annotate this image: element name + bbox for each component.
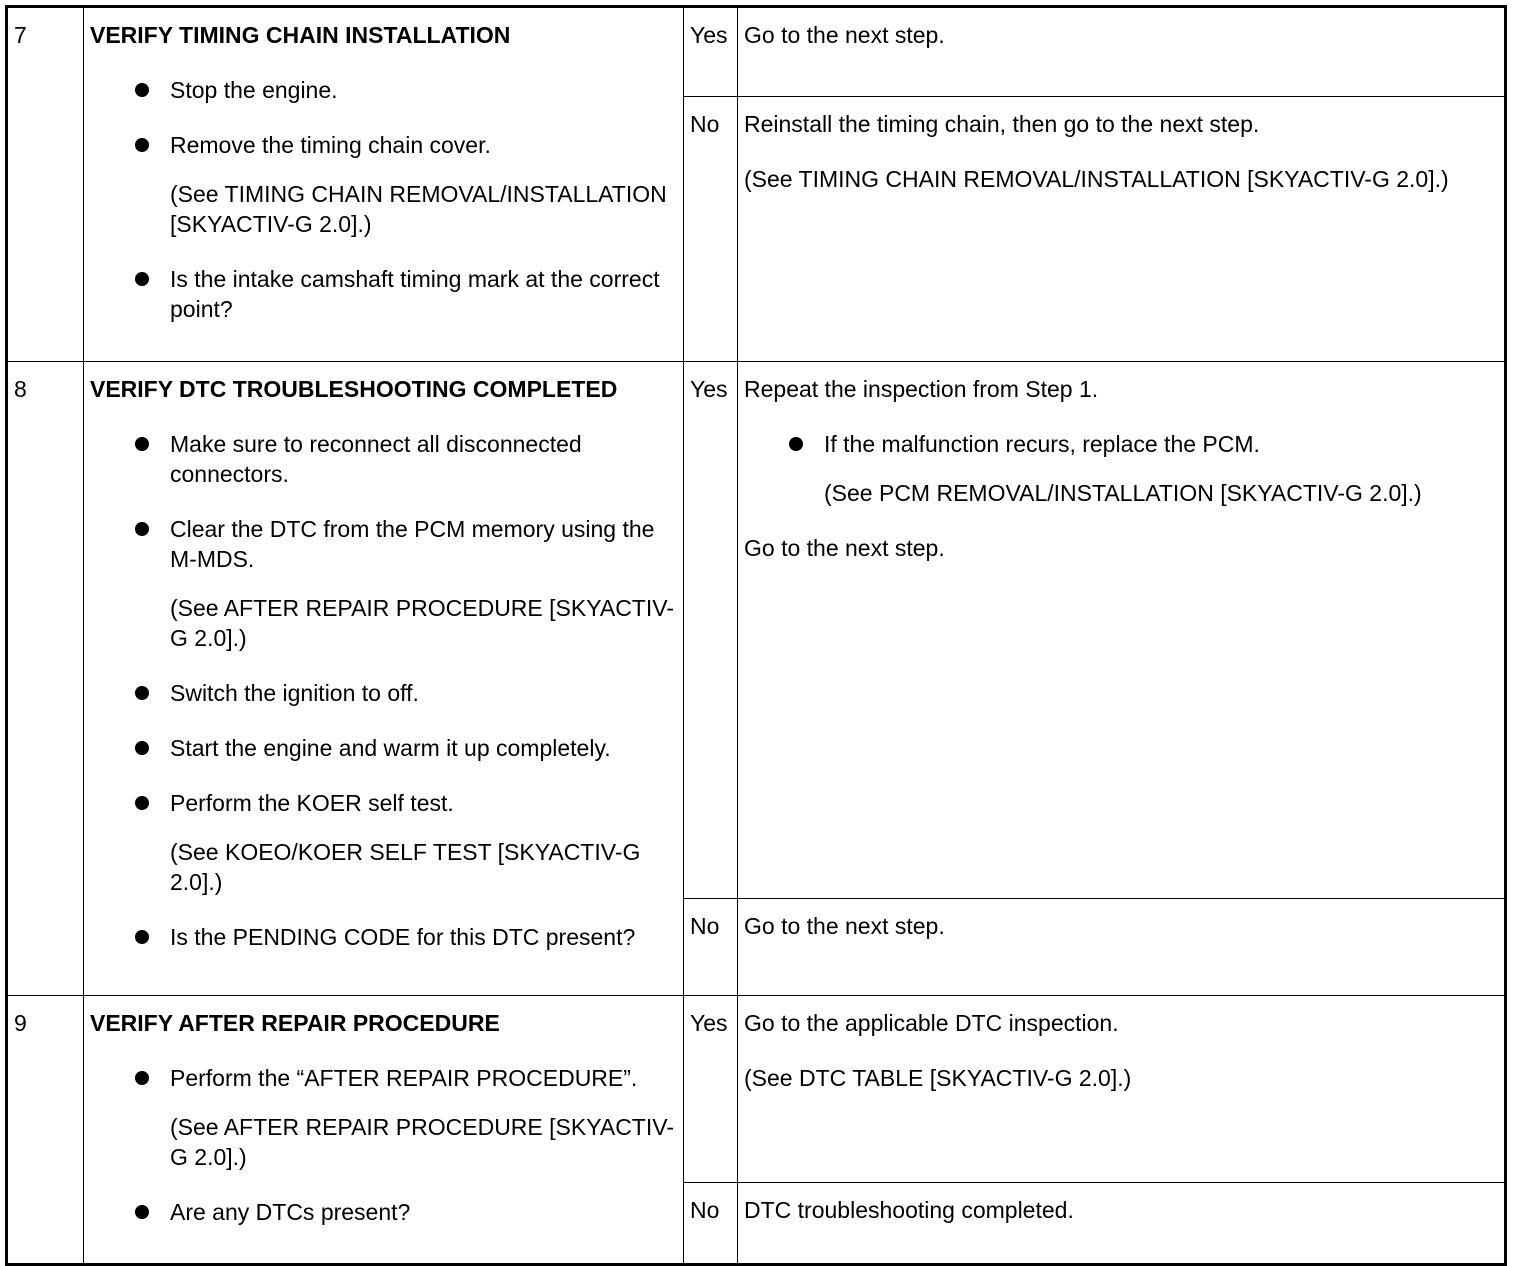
- action-item: Start the engine and warm it up completely.: [132, 733, 677, 763]
- action-item: [132, 130, 677, 160]
- step-action-cell: [84, 996, 684, 1265]
- step-number: 7: [7, 7, 84, 362]
- step-title: VERIFY DTC TROUBLESHOOTING COMPLETED: [90, 376, 618, 402]
- action-list: [90, 1063, 677, 1227]
- outcome-text: Go to the next step.: [744, 535, 945, 561]
- step-title: VERIFY TIMING CHAIN INSTALLATION: [90, 22, 511, 48]
- result-yes-outcome: [738, 362, 1506, 899]
- reference-note: (See TIMING CHAIN REMOVAL/INSTALLATION [SKYACTIV-G 2.0].): [744, 166, 1449, 192]
- action-list: [90, 429, 677, 952]
- step-8-row-yes: [7, 362, 1506, 899]
- action-item: Are any DTCs present?: [132, 1197, 677, 1227]
- reference-note: (See PCM REMOVAL/INSTALLATION [SKYACTIV-G 2.0].): [824, 480, 1422, 506]
- result-no-label: No: [684, 97, 738, 362]
- step-title: VERIFY AFTER REPAIR PROCEDURE: [90, 1010, 500, 1036]
- result-no-outcome: [738, 97, 1506, 362]
- reference-note: (See KOEO/KOER SELF TEST [SKYACTIV-G 2.0].): [170, 839, 641, 895]
- action-text: Remove the timing chain cover.: [170, 132, 491, 158]
- reference-note: (See AFTER REPAIR PROCEDURE [SKYACTIV-G 2.0].): [170, 1114, 674, 1170]
- action-item: Make sure to reconnect all disconnected connectors.: [132, 429, 677, 489]
- outcome-text: Repeat the inspection from Step 1.: [744, 376, 1099, 402]
- step-action-cell: [84, 362, 684, 996]
- result-no-outcome: [738, 899, 1506, 996]
- result-yes-label: Yes: [684, 362, 738, 899]
- result-no-label: No: [684, 899, 738, 996]
- action-list: [90, 75, 677, 324]
- outcome-bullet: If the malfunction recurs, replace the PCM.: [786, 429, 1498, 459]
- action-item: Stop the engine.: [132, 75, 677, 105]
- action-item: Perform the “AFTER REPAIR PROCEDURE”.: [132, 1063, 677, 1093]
- result-no-label: No: [684, 1183, 738, 1265]
- step-number: 9: [7, 996, 84, 1265]
- result-yes-label: Yes: [684, 7, 738, 97]
- action-item: Perform the KOER self test.: [132, 788, 677, 818]
- result-yes-label: Yes: [684, 996, 738, 1183]
- result-yes-outcome: [738, 7, 1506, 97]
- action-item: Switch the ignition to off.: [132, 678, 677, 708]
- step-7-row-yes: [7, 7, 1506, 97]
- outcome-text: Go to the next step.: [744, 913, 945, 939]
- outcome-text: Go to the applicable DTC inspection.: [744, 1010, 1119, 1036]
- outcome-text: Go to the next step.: [744, 22, 945, 48]
- action-item: Clear the DTC from the PCM memory using the M-MDS.: [132, 514, 677, 574]
- result-no-outcome: [738, 1183, 1506, 1265]
- step-action-cell: [84, 7, 684, 362]
- outcome-text: DTC troubleshooting completed.: [744, 1197, 1074, 1223]
- action-item: Is the PENDING CODE for this DTC present?: [132, 922, 677, 952]
- diagnostic-procedure-table: [5, 5, 1507, 1266]
- reference-note: (See DTC TABLE [SKYACTIV-G 2.0].): [744, 1065, 1132, 1091]
- reference-note: (See AFTER REPAIR PROCEDURE [SKYACTIV-G 2.0].): [170, 595, 674, 651]
- step-number: 8: [7, 362, 84, 996]
- reference-note: (See TIMING CHAIN REMOVAL/INSTALLATION [SKYACTIV-G 2.0].): [170, 181, 667, 237]
- outcome-text: Reinstall the timing chain, then go to the next step.: [744, 111, 1260, 137]
- step-9-row-yes: [7, 996, 1506, 1183]
- result-yes-outcome: [738, 996, 1506, 1183]
- outcome-bullet-list: [744, 429, 1498, 508]
- action-item: Is the intake camshaft timing mark at the correct point?: [132, 264, 677, 324]
